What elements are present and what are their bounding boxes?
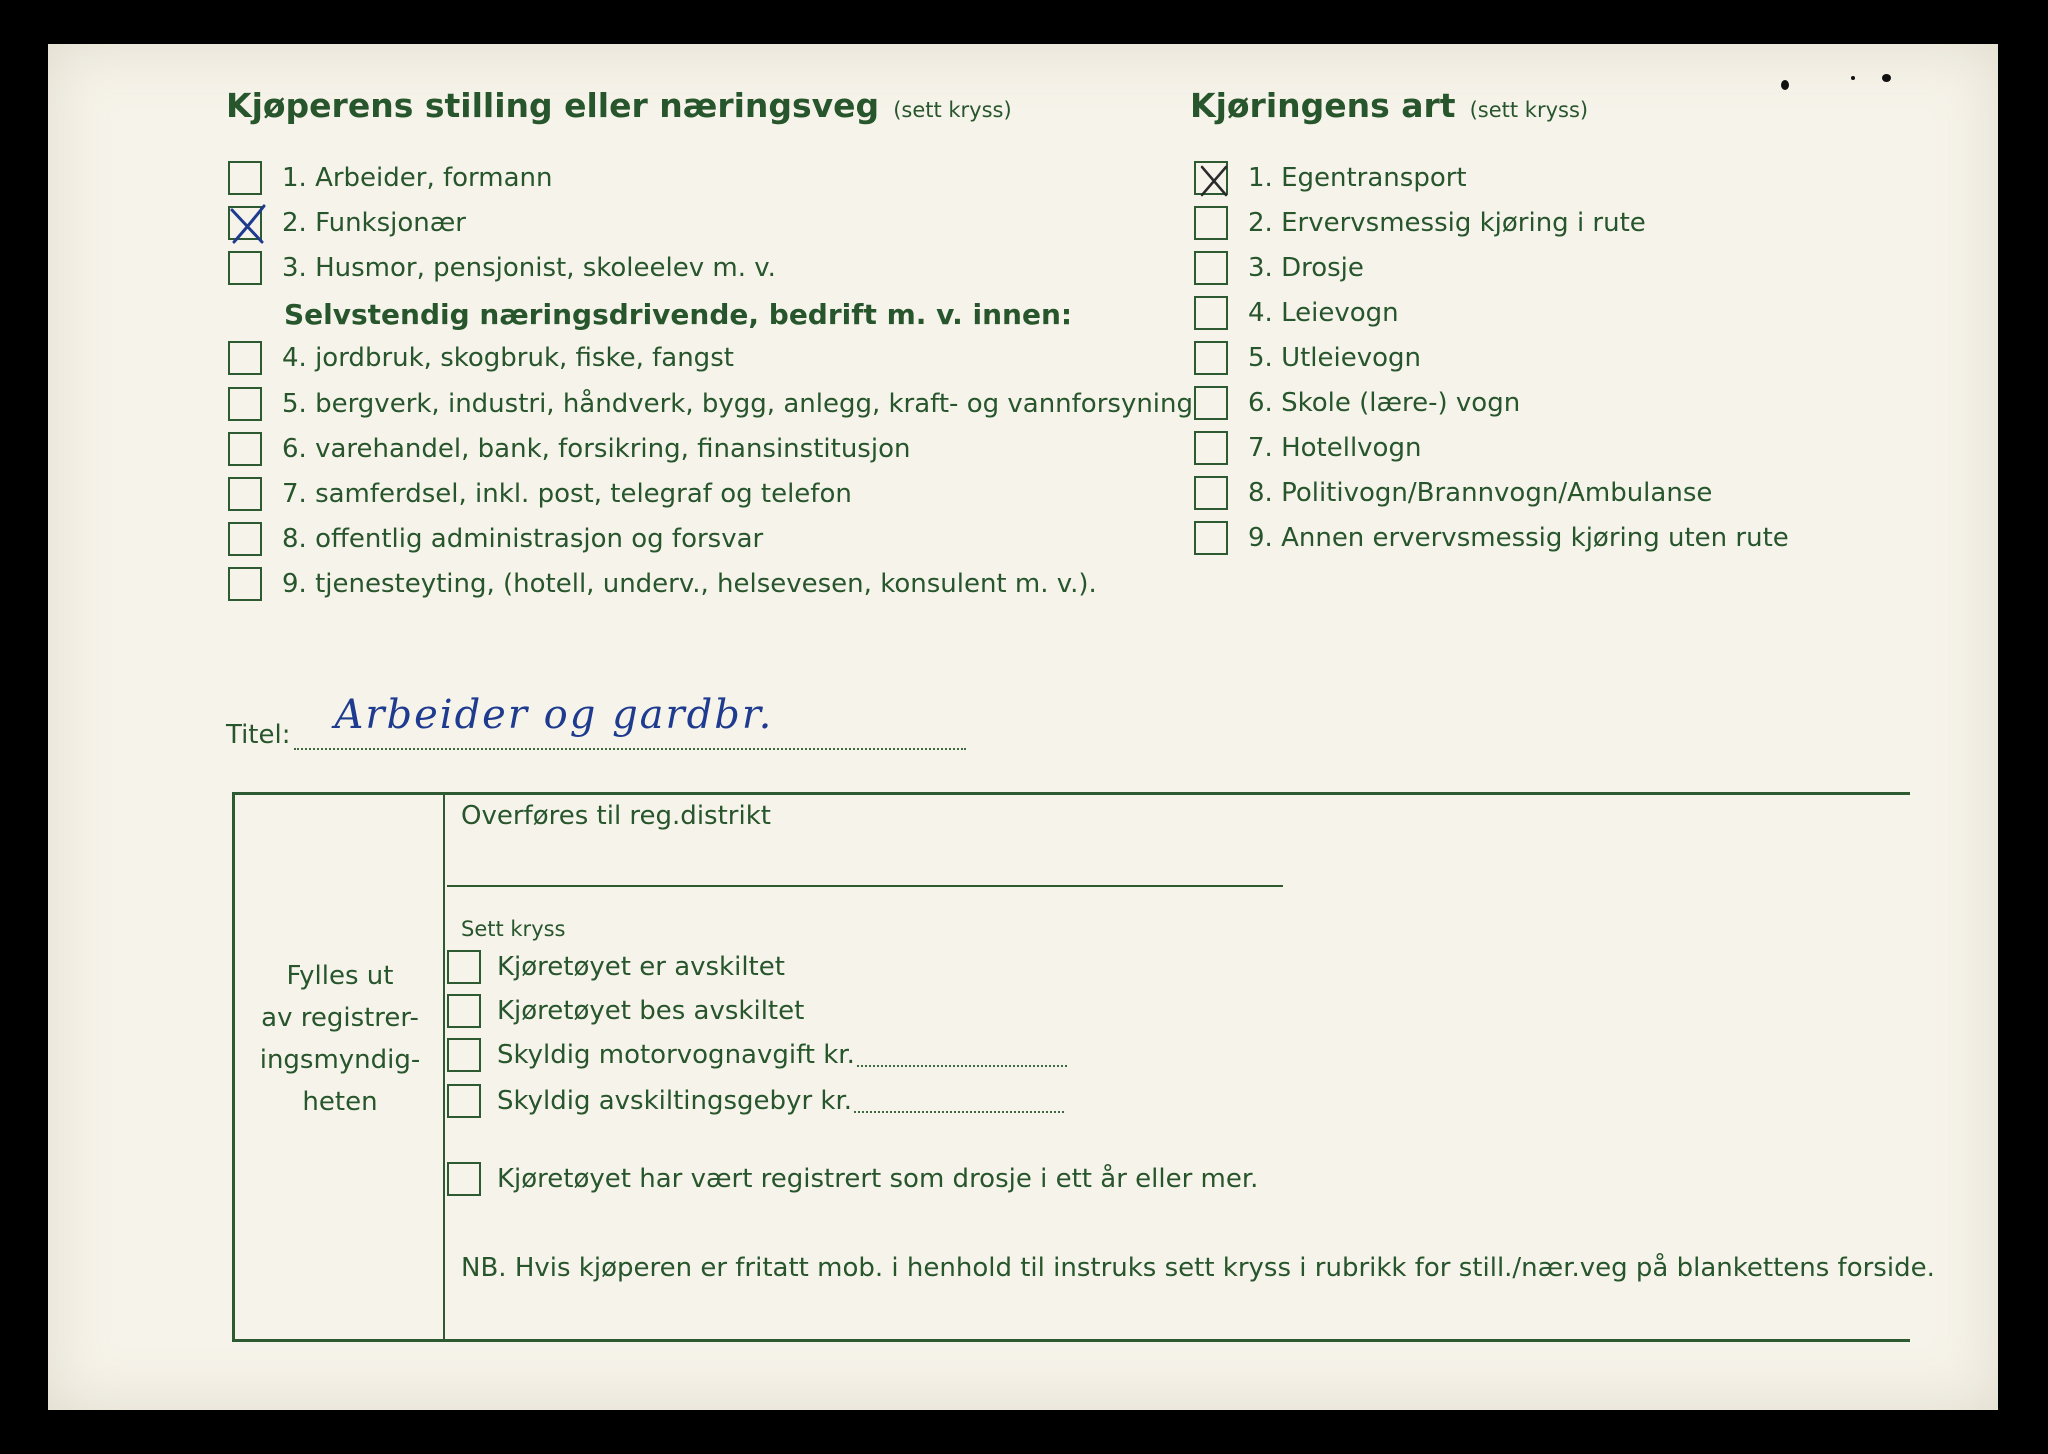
occupation-option-2[interactable] (228, 203, 466, 243)
option-label: 2. Ervervsmessig kjøring i rute (1248, 208, 1646, 238)
registration-authority-label (235, 955, 445, 1123)
title-field-label: Titel: (226, 720, 291, 750)
checkbox[interactable] (228, 161, 262, 195)
title-field[interactable] (294, 692, 966, 750)
label-line: av registrer- (261, 1003, 419, 1033)
option-label: 8. offentlig administrasjon og forsvar (282, 524, 764, 554)
checkbox[interactable] (1194, 296, 1228, 330)
checkbox[interactable] (228, 341, 262, 375)
option-label: 6. Skole (lære-) vogn (1248, 388, 1521, 418)
occupation-option-5[interactable] (228, 384, 1193, 424)
occupation-option-4[interactable] (228, 338, 734, 378)
option-label: 1. Arbeider, formann (282, 163, 553, 193)
option-label: Kjøretøyet bes avskiltet (497, 996, 805, 1026)
checkbox[interactable] (447, 950, 481, 984)
checkbox[interactable] (1194, 206, 1228, 240)
ink-speck (1882, 74, 1891, 82)
option-label: 8. Politivogn/Brannvogn/Ambulanse (1248, 478, 1713, 508)
label-line: Fylles ut (286, 961, 394, 991)
driving-option-3[interactable] (1194, 248, 1364, 288)
checkbox[interactable] (228, 251, 262, 285)
option-label: 3. Husmor, pensjonist, skoleelev m. v. (282, 253, 776, 283)
nb-note: NB. Hvis kjøperen er fritatt mob. i henhold til instruks sett kryss i rubrikk for still./nær.veg på blankettens forside. (461, 1253, 1935, 1283)
driving-option-5[interactable] (1194, 338, 1421, 378)
occupation-option-7[interactable] (228, 474, 852, 514)
title-field-row (226, 692, 966, 750)
checkbox[interactable] (228, 522, 262, 556)
occupation-option-8[interactable] (228, 519, 763, 559)
cross-icon (1192, 157, 1236, 201)
checkbox[interactable] (228, 387, 262, 421)
self-employed-subheading: Selvstendig næringsdrivende, bedrift m. v. innen: (284, 298, 1073, 331)
driving-option-9[interactable] (1194, 518, 1789, 558)
driving-type-title (1190, 86, 1588, 125)
amount-field[interactable] (857, 1043, 1067, 1067)
title-field-handwritten-value: Arbeider og gardbr. (334, 692, 774, 738)
option-label: 7. samferdsel, inkl. post, telegraf og telefon (282, 479, 852, 509)
registration-authority-box (232, 792, 1935, 1342)
option-label: 1. Egentransport (1248, 163, 1467, 193)
checkbox[interactable] (447, 1038, 481, 1072)
buyer-occupation-note: (sett kryss) (893, 98, 1012, 122)
driving-option-2[interactable] (1194, 203, 1646, 243)
option-label: Skyldig avskiltingsgebyr kr. (497, 1086, 853, 1116)
label-line: ingsmyndig- (259, 1045, 421, 1075)
ink-speck (1781, 80, 1789, 90)
option-label: 6. varehandel, bank, forsikring, finansinstitusjon (282, 434, 911, 464)
label-line: heten (302, 1087, 378, 1117)
driving-option-4[interactable] (1194, 293, 1399, 333)
driving-option-1[interactable] (1194, 158, 1467, 198)
handwritten-cross-icon (226, 202, 270, 246)
option-label: 3. Drosje (1248, 253, 1364, 283)
checkbox[interactable] (447, 1084, 481, 1118)
checkbox[interactable] (1194, 431, 1228, 465)
buyer-occupation-title (226, 86, 1012, 125)
checkbox[interactable] (228, 567, 262, 601)
transfer-district-label: Overføres til reg.distrikt (461, 801, 771, 831)
checkbox[interactable] (1194, 521, 1228, 555)
option-label: 9. tjenesteyting, (hotell, underv., helsevesen, konsulent m. v.). (282, 569, 1097, 599)
transfer-district-field[interactable] (447, 885, 1283, 887)
buyer-occupation-heading: Kjøperens stilling eller næringsveg (226, 86, 880, 125)
reg-option-vehicle-tax[interactable] (447, 1035, 1067, 1075)
checkbox[interactable] (228, 432, 262, 466)
reg-option-deregistered[interactable] (447, 947, 785, 987)
driving-type-heading: Kjøringens art (1190, 86, 1456, 125)
option-label: 7. Hotellvogn (1248, 433, 1422, 463)
option-label: Skyldig motorvognavgift kr. (497, 1040, 855, 1070)
checkbox[interactable] (1194, 386, 1228, 420)
option-label: Kjøretøyet har vært registrert som drosje i ett år eller mer. (497, 1164, 1259, 1194)
bleed-through-mark (928, 184, 943, 235)
checkbox[interactable] (447, 1162, 481, 1196)
reg-option-request-deregister[interactable] (447, 991, 804, 1031)
occupation-option-6[interactable] (228, 429, 910, 469)
driving-type-note: (sett kryss) (1469, 98, 1589, 122)
checkbox[interactable] (1194, 251, 1228, 285)
checkbox[interactable] (228, 477, 262, 511)
option-label: 2. Funksjonær (282, 208, 466, 238)
reg-option-deregister-fee[interactable] (447, 1081, 1064, 1121)
driving-option-7[interactable] (1194, 428, 1421, 468)
driving-option-6[interactable] (1194, 383, 1520, 423)
reg-option-taxi-history[interactable] (447, 1159, 1258, 1199)
option-label: Kjøretøyet er avskiltet (497, 952, 785, 982)
option-label: 4. jordbruk, skogbruk, fiske, fangst (282, 343, 734, 373)
checkbox[interactable] (447, 994, 481, 1028)
option-label: 4. Leievogn (1248, 298, 1399, 328)
checkbox[interactable] (1194, 341, 1228, 375)
ink-speck (1851, 76, 1855, 80)
occupation-option-3[interactable] (228, 248, 776, 288)
option-label: 5. bergverk, industri, håndverk, bygg, anlegg, kraft- og vannforsyning (282, 389, 1194, 419)
option-label: 9. Annen ervervsmessig kjøring uten rute (1248, 523, 1789, 553)
form-sheet (48, 44, 1998, 1410)
occupation-option-9[interactable] (228, 564, 1097, 604)
checkbox-checked[interactable] (228, 206, 262, 240)
occupation-option-1[interactable] (228, 158, 553, 198)
amount-field[interactable] (854, 1089, 1064, 1113)
option-label: 5. Utleievogn (1248, 343, 1422, 373)
checkbox-checked[interactable] (1194, 161, 1228, 195)
mark-instruction: Sett kryss (461, 917, 566, 941)
driving-option-8[interactable] (1194, 473, 1712, 513)
checkbox[interactable] (1194, 476, 1228, 510)
